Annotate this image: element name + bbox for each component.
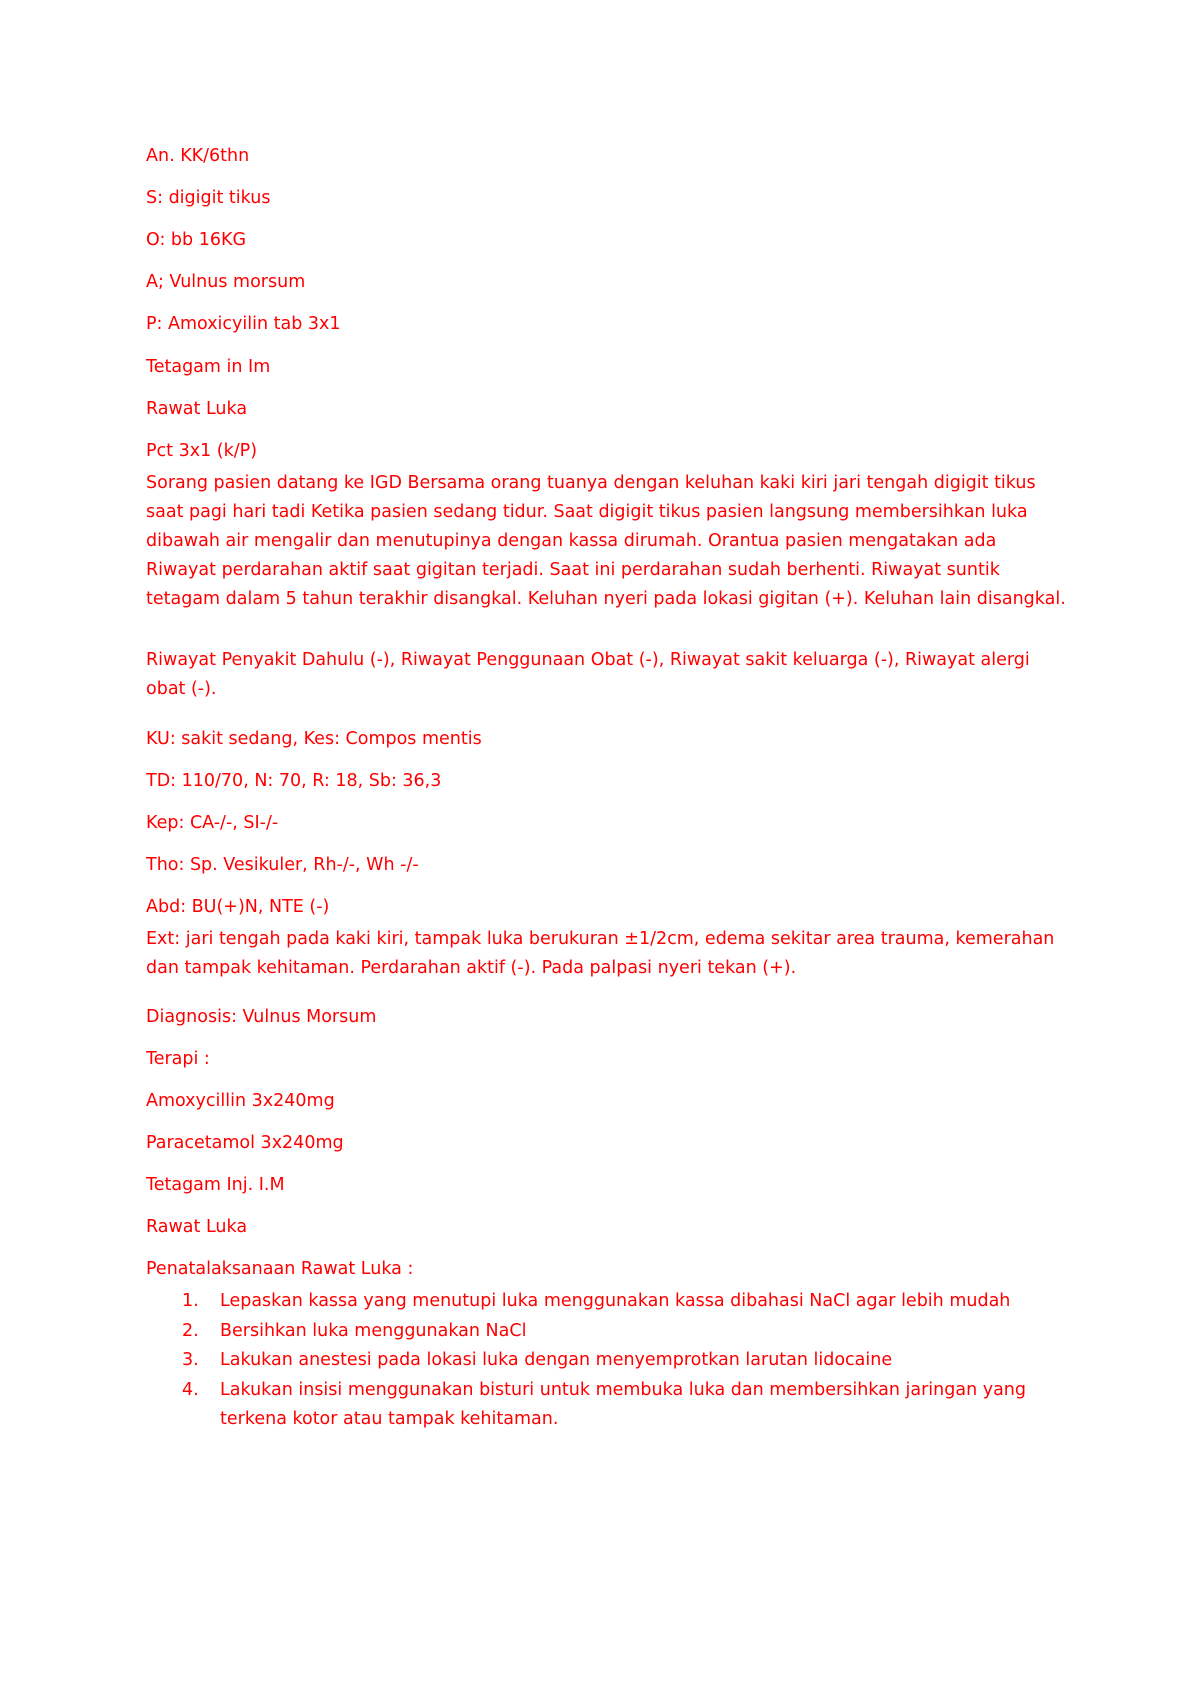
step-number: 2. xyxy=(182,1320,199,1341)
exam-extremity-paragraph: Ext: jari tengah pada kaki kiri, tampak luka berukuran ±1/2cm, edema sekitar area trauma, kemerahan dan tampak kehitaman. Perdarahan aktif (-). Pada palpasi nyeri tekan (+). xyxy=(146,929,1055,978)
subjective-line: S: digigit tikus xyxy=(146,188,271,208)
diagnosis-line: Diagnosis: Vulnus Morsum xyxy=(146,1007,377,1027)
objective-line: O: bb 16KG xyxy=(146,230,247,250)
terapi-tetagam-line: Tetagam Inj. I.M xyxy=(146,1175,285,1195)
procedure-step xyxy=(146,1287,1066,1317)
exam-head-line: Kep: CA-/-, SI-/- xyxy=(146,813,279,833)
step-number: 3. xyxy=(182,1350,199,1370)
step-text: Bersihkan luka menggunakan NaCl xyxy=(220,1320,527,1341)
step-text: Lepaskan kassa yang menutupi luka menggunakan kassa dibahasi NaCl agar lebih mudah xyxy=(220,1291,1011,1311)
terapi-amoxycillin-line: Amoxycillin 3x240mg xyxy=(146,1091,335,1111)
step-text: Lakukan insisi menggunakan bisturi untuk membuka luka dan membersihkan jaringan yang terkena kotor atau tampak kehitaman. xyxy=(220,1379,1026,1429)
procedure-step xyxy=(146,1346,1066,1376)
step-number: 1. xyxy=(182,1291,199,1311)
terapi-rawat-luka-line: Rawat Luka xyxy=(146,1217,248,1237)
plan-tetagam-line: Tetagam in Im xyxy=(146,357,271,377)
exam-abdomen-line: Abd: BU(+)N, NTE (-) xyxy=(146,897,330,917)
plan-line: P: Amoxicyilin tab 3x1 xyxy=(146,314,341,334)
procedure-step xyxy=(146,1317,1066,1347)
plan-rawat-luka-line: Rawat Luka xyxy=(146,399,248,419)
step-number: 4. xyxy=(182,1379,199,1400)
history-paragraph: Riwayat Penyakit Dahulu (-), Riwayat Penggunaan Obat (-), Riwayat sakit keluarga (-), Riwayat alergi obat (-). xyxy=(146,650,1030,699)
step-text: Lakukan anestesi pada lokasi luka dengan menyemprotkan larutan lidocaine xyxy=(220,1350,893,1370)
anamnesis-paragraph: Sorang pasien datang ke IGD Bersama orang tuanya dengan keluhan kaki kiri jari tengah digigit tikus saat pagi hari tadi Ketika pasien sedang tidur. Saat digigit tikus pasien langsung membersihkan luka dibawah air mengalir dan menutupinya dengan kassa dirumah. Orantua pasien mengatakan ada Riwayat perdarahan aktif saat gigitan terjadi. Saat ini perdarahan sudah berhenti. Riwayat suntik tetagam dalam 5 tahun terakhir disangkal. Keluhan nyeri pada lokasi gigitan (+). Keluhan lain disangkal. xyxy=(146,473,1066,609)
exam-ku-line: KU: sakit sedang, Kes: Compos mentis xyxy=(146,729,482,749)
procedure-steps-list xyxy=(146,1287,1066,1435)
plan-pct-line: Pct 3x1 (k/P) xyxy=(146,441,258,461)
terapi-paracetamol-line: Paracetamol 3x240mg xyxy=(146,1133,344,1153)
patient-id-line: An. KK/6thn xyxy=(146,146,250,166)
procedure-heading: Penatalaksanaan Rawat Luka : xyxy=(146,1259,414,1279)
exam-thorax-line: Tho: Sp. Vesikuler, Rh-/-, Wh -/- xyxy=(146,855,419,875)
terapi-heading: Terapi : xyxy=(146,1049,210,1069)
exam-vitals-line: TD: 110/70, N: 70, R: 18, Sb: 36,3 xyxy=(146,771,442,791)
procedure-step xyxy=(146,1376,1066,1435)
assessment-line: A; Vulnus morsum xyxy=(146,272,306,292)
